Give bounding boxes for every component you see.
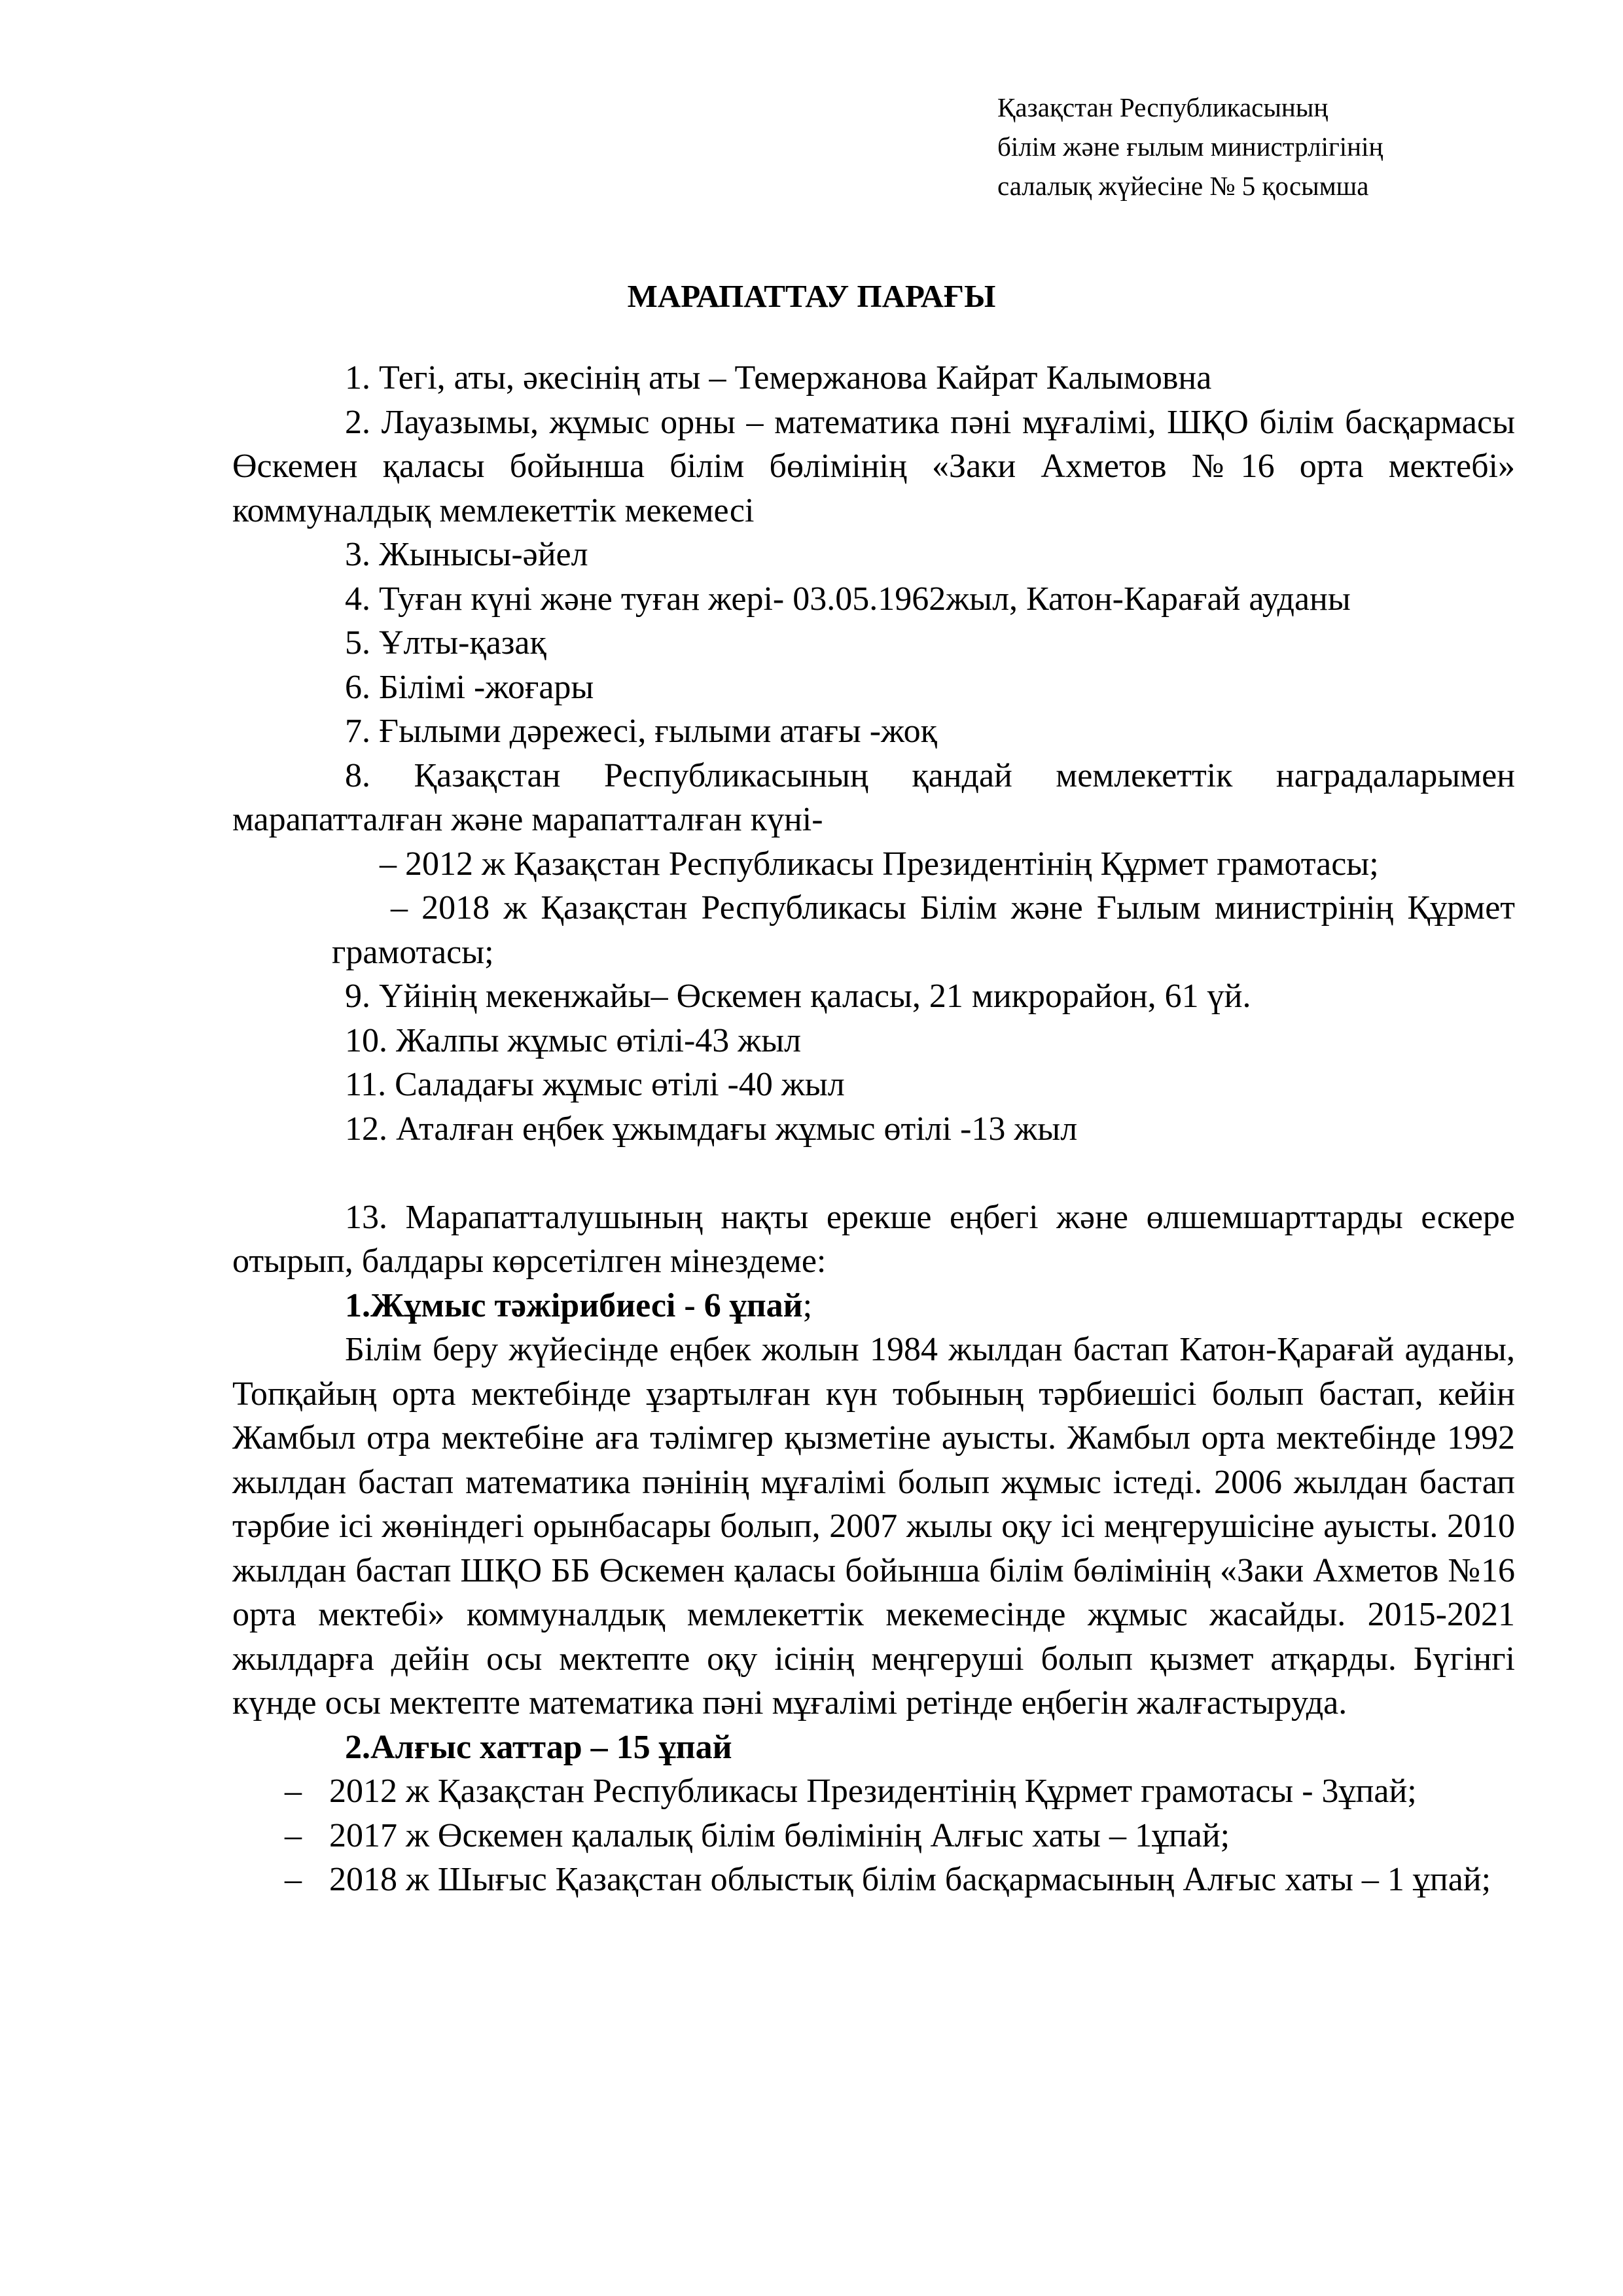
list-item — [232, 1769, 1515, 1814]
item-birth: 4. Туған күні және туған жері- 03.05.1962жыл, Катон-Карағай ауданы — [345, 580, 1351, 618]
item-nationality: 5. Ұлты-қазақ — [345, 624, 546, 662]
item-full-name: 1. Тегі, аты, әкесінің аты – Темержанова Кайрат Калымовна — [345, 359, 1212, 397]
list-item-text: 2018 ж Шығыс Қазақстан облыстық білім басқармасының Алғыс хаты – 1 ұпай; — [329, 1861, 1491, 1898]
list-item — [232, 1814, 1515, 1858]
list-item-text: 2017 ж Өскемен қалалық білім бөлімінің Алғыс хаты – 1ұпай; — [329, 1816, 1230, 1854]
annex-note — [997, 88, 1383, 205]
thank-you-letters-list — [232, 1769, 1515, 1902]
item-education: 6. Білімі -жоғары — [345, 668, 594, 706]
item-gender: 3. Жынысы-әйел — [345, 536, 588, 573]
item-characteristic: 13. Марапатталушының нақты ерекше еңбегі және өлшемшарттарды ескере отырып, балдары көрсетілген мінездеме: — [232, 1198, 1515, 1280]
state-award-item: – 2018 ж Қазақстан Республикасы Білім және Ғылым министрінің Құрмет грамотасы; — [332, 889, 1515, 971]
section-2-number: 2 — [345, 1728, 362, 1766]
list-item-text: 2012 ж Қазақстан Республикасы Президентінің Құрмет грамотасы - 3ұпай; — [329, 1773, 1417, 1810]
item-team-experience: 12. Аталған еңбек ұжымдағы жұмыс өтілі -13 жыл — [345, 1110, 1078, 1148]
section-1-heading-suffix: ; — [802, 1286, 813, 1324]
spacer — [232, 1151, 1515, 1195]
annex-note-line: Қазақстан Республикасының — [997, 92, 1329, 122]
document-title: МАРАПАТТАУ ПАРАҒЫ — [627, 278, 996, 314]
section-1-heading-text: 1.Жұмыс тәжірибиесі - 6 ұпай — [345, 1286, 803, 1324]
annex-note-line: салалық жүйесіне № 5 қосымша — [997, 171, 1369, 201]
item-home-address: 9. Үйінің мекенжайы– Өскемен қаласы, 21 микрорайон, 61 үй. — [345, 978, 1251, 1015]
item-total-experience: 10. Жалпы жұмыс өтілі-43 жыл — [345, 1021, 802, 1059]
annex-note-line: білім және ғылым министрлігінің — [997, 132, 1383, 162]
section-1-heading — [232, 1284, 1515, 1328]
document-body — [232, 356, 1515, 1902]
dash-bullet: – — [285, 1816, 302, 1854]
section-1-text: Білім беру жүйесінде еңбек жолын 1984 жылдан бастап Катон-Қарағай ауданы, Топқайың орта мектебінде ұзартылған күн тобының тәрбиешісі болып бастап, кейін Жамбыл отра мектебіне аға тәлімгер қызметіне ауысты. Жамбыл орта мектебінде 1992 жылдан бастап математика пәнінің мұғалімі болып жұмыс істеді. 2006 жылдан бастап тәрбие ісі жөніндегі орынбасары болып, 2007 жылы оқу ісі меңгерушісіне ауысты. 2010 жылдан бастап ШҚО ББ Өскемен қаласы бойынша білім бөлімінің «Заки Ахметов №16 орта мектебі» коммуналдық мемлекеттік мекемесінде жұмыс жасайды. 2015-2021 жылдарға дейін осы мектепте оқу ісінің меңгеруші болып қызмет атқарды. Бүгінгі күнде осы мектепте математика пәні мұғалімі ретінде еңбегін жалғастыруда. — [232, 1331, 1515, 1722]
dash-bullet: – — [285, 1773, 302, 1810]
list-item — [232, 1858, 1515, 1902]
section-2-heading — [232, 1725, 1515, 1770]
state-award-item: – 2012 ж Қазақстан Республикасы Президентінің Құрмет грамотасы; — [380, 845, 1379, 883]
section-2-heading-text: .Алғыс хаттар – 15 ұпай — [362, 1728, 732, 1766]
item-state-awards: 8. Қазақстан Республикасының қандай мемлекеттік наградаларымен марапатталған және марапатталған күні- — [232, 756, 1515, 838]
item-field-experience: 11. Саладағы жұмыс өтілі -40 жыл — [345, 1066, 845, 1103]
item-position: 2. Лауазымы, жұмыс орны – математика пәні мұғалімі, ШҚО білім басқармасы Өскемен қаласы бойынша білім бөлімінің «Заки Ахметов №16 орта мектебі» коммуналдық мемлекеттік мекемесі — [232, 403, 1515, 529]
item-academic-degree: 7. Ғылыми дәрежесі, ғылыми атағы -жоқ — [345, 713, 937, 750]
dash-bullet: – — [285, 1861, 302, 1898]
